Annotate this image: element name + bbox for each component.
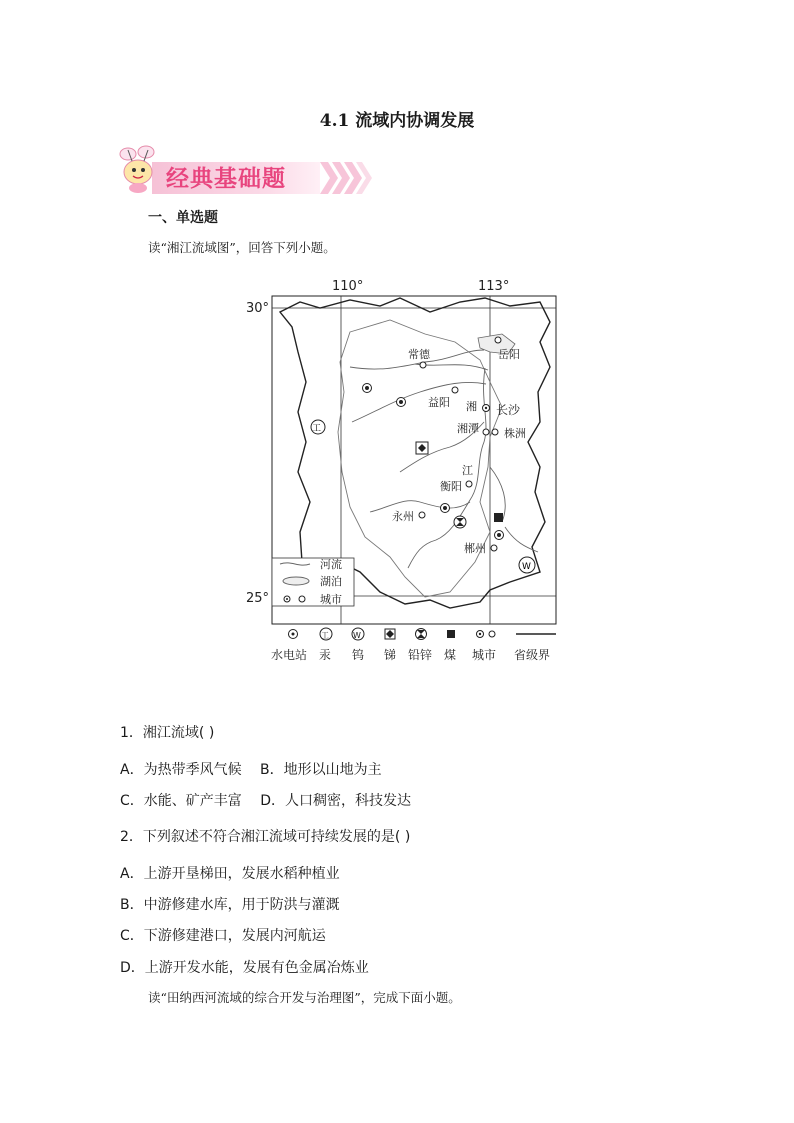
xiangjiang-basin-map <box>240 272 570 672</box>
svg-text:W: W <box>522 562 531 572</box>
question-2-stem: 2．下列叙述不符合湘江流域可持续发展的是( ) <box>120 829 411 845</box>
question-1-options-cd: C．水能、矿产丰富 D．人口稠密，科技发达 <box>120 793 412 809</box>
legend-coal: 煤 <box>444 648 457 662</box>
city-yiyang: 益阳 <box>428 396 450 409</box>
banner-label: 经典基础题 <box>166 166 286 192</box>
lat-tick-30: 30° <box>246 301 270 316</box>
intro-text-2: 读“田纳西河流域的综合开发与治理图”，完成下面小题。 <box>148 990 461 1005</box>
city-hengyang: 衡阳 <box>440 480 462 493</box>
city-chenzhou: 郴州 <box>464 542 486 555</box>
city-yueyang: 岳阳 <box>498 348 520 361</box>
city-xiangtan: 湘潭 <box>457 422 479 435</box>
map-legend <box>271 628 556 662</box>
city-zhuzhou: 株洲 <box>504 427 526 440</box>
svg-text:W: W <box>353 631 361 640</box>
legend-antimony: 锑 <box>384 648 397 662</box>
mercury-symbol-icon <box>311 420 325 434</box>
lon-tick-113: 113° <box>478 279 510 294</box>
svg-text:工: 工 <box>312 424 322 434</box>
antimony-symbol-icon <box>416 442 428 454</box>
bee-mascot-icon <box>120 146 154 193</box>
mini-legend-lake: 湖泊 <box>320 575 342 588</box>
legend-lead-zinc: 铅锌 <box>408 648 433 662</box>
lat-tick-25: 25° <box>246 591 270 606</box>
river-label-xiang: 湘 <box>466 400 477 413</box>
svg-text:工: 工 <box>321 631 329 640</box>
legend-tungsten: 钨 <box>352 648 365 662</box>
section-heading: 一、单选题 <box>148 210 218 226</box>
tungsten-symbol-icon <box>519 557 535 573</box>
question-2-option-c: C．下游修建港口，发展内河航运 <box>120 928 326 944</box>
mini-legend <box>272 557 354 606</box>
intro-text: 读“湘江流域图”，回答下列小题。 <box>148 240 336 255</box>
coal-symbol-icon <box>494 513 503 522</box>
page-title: 4.1 流域内协调发展 <box>319 111 475 131</box>
question-1-stem: 1．湘江流域( ) <box>120 725 215 741</box>
legend-province-boundary: 省级界 <box>514 648 551 662</box>
city-changde: 常德 <box>408 348 430 361</box>
city-changsha: 长沙 <box>496 403 521 417</box>
city-yongzhou: 永州 <box>392 510 414 523</box>
lon-tick-110: 110° <box>332 279 364 294</box>
basin-outline <box>338 320 502 597</box>
question-2-option-b: B．中游修建水库，用于防洪与灌溉 <box>120 897 340 913</box>
river-label-jiang: 江 <box>462 464 473 477</box>
question-2-option-d: D．上游开发水能，发展有色金属冶炼业 <box>120 960 369 976</box>
mini-legend-city: 城市 <box>320 593 342 606</box>
legend-city: 城市 <box>472 648 497 662</box>
legend-mercury: 汞 <box>319 648 332 662</box>
river-network <box>350 350 538 568</box>
legend-hydropower: 水电站 <box>271 648 308 662</box>
question-1-options-ab: A．为热带季风气候 B．地形以山地为主 <box>120 762 382 778</box>
lead-zinc-symbol-icon <box>454 516 466 528</box>
question-2-option-a: A．上游开垦梯田，发展水稻种植业 <box>120 866 340 882</box>
mini-legend-river: 河流 <box>320 558 342 571</box>
